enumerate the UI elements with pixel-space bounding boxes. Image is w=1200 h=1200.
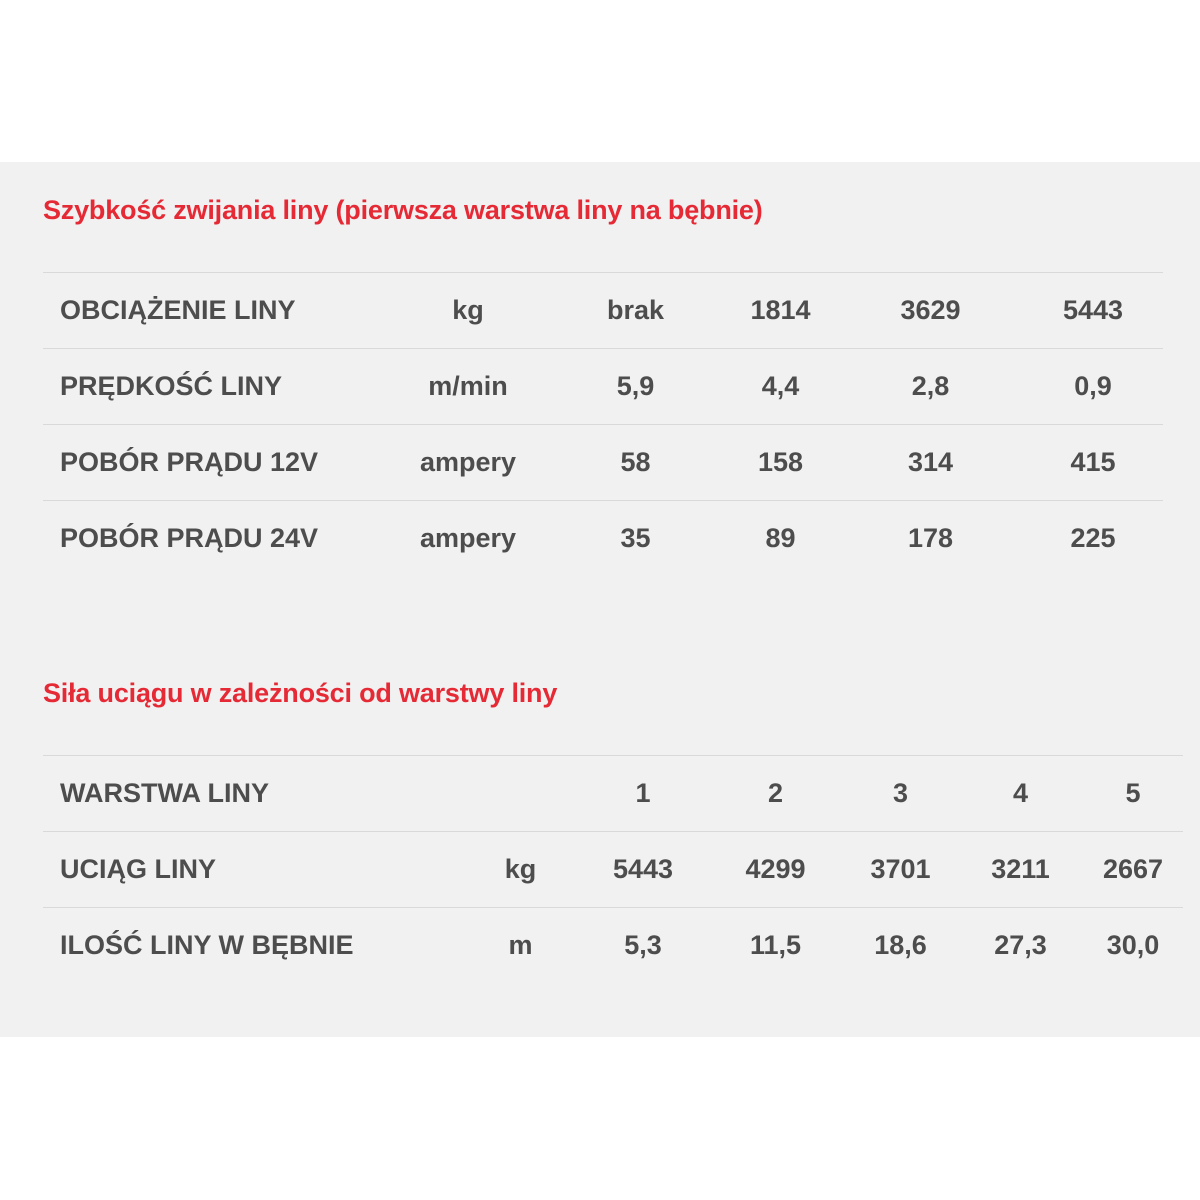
row-value: 3: [892, 778, 909, 808]
row-value: 2: [767, 778, 784, 808]
row-value: 18,6: [874, 930, 927, 961]
row-label: ILOŚĆ LINY W BĘBNIE: [60, 930, 354, 961]
row-value: 5,3: [624, 930, 662, 961]
row-label: POBÓR PRĄDU 12V: [60, 447, 319, 477]
row-value: 0,9: [1074, 371, 1112, 401]
row-value: brak: [606, 295, 665, 325]
row-unit: [463, 756, 578, 832]
row-value: 5: [1125, 778, 1141, 808]
row-unit: kg: [452, 295, 484, 325]
table-row: [43, 501, 1163, 577]
row-value: 4,4: [761, 371, 800, 401]
row-value: 3701: [870, 854, 931, 884]
pull-section-title: Siła uciągu w zależności od warstwy liny: [43, 678, 558, 708]
row-value: 27,3: [994, 930, 1047, 961]
table-row: [43, 756, 1183, 832]
row-label: PRĘDKOŚĆ LINY: [60, 371, 283, 401]
row-value: 415: [1070, 447, 1116, 477]
row-label: UCIĄG LINY: [60, 854, 217, 884]
row-label: POBÓR PRĄDU 24V: [60, 523, 319, 554]
table-row: [43, 832, 1183, 908]
spec-panel: [0, 162, 1200, 1037]
row-value: 89: [765, 523, 796, 554]
row-unit: m: [508, 930, 533, 961]
row-unit: kg: [504, 854, 537, 884]
row-value: 158: [757, 447, 804, 477]
pull-table: [43, 755, 1183, 984]
row-unit: ampery: [419, 523, 517, 554]
row-value: 5,9: [616, 371, 655, 401]
row-value: 314: [907, 447, 954, 477]
row-value: 3211: [991, 854, 1050, 884]
row-value: 178: [907, 523, 954, 554]
table-row: [43, 908, 1183, 984]
speed-section-title: Szybkość zwijania liny (pierwsza warstwa liny na bębnie): [43, 195, 763, 225]
row-value: 1814: [750, 295, 811, 325]
row-value: 5443: [1062, 295, 1124, 325]
row-value: 58: [620, 447, 651, 477]
row-value: 2667: [1102, 854, 1164, 884]
row-value: 4: [1012, 778, 1029, 808]
table-row: [43, 425, 1163, 501]
row-value: 11,5: [749, 930, 802, 961]
speed-table: [43, 272, 1163, 577]
table-row: [43, 273, 1163, 349]
row-value: 30,0: [1106, 930, 1160, 961]
table-row: [43, 349, 1163, 425]
row-unit: ampery: [419, 447, 517, 477]
row-value: 5443: [612, 854, 674, 884]
row-value: 225: [1070, 523, 1116, 554]
row-unit: m/min: [428, 371, 508, 401]
row-value: 35: [620, 523, 651, 554]
row-value: 1: [635, 778, 651, 808]
row-label: OBCIĄŻENIE LINY: [60, 295, 296, 325]
row-value: 3629: [900, 295, 961, 325]
row-label: WARSTWA LINY: [60, 778, 269, 808]
row-value: 2,8: [911, 371, 950, 401]
row-value: 4299: [745, 854, 806, 884]
